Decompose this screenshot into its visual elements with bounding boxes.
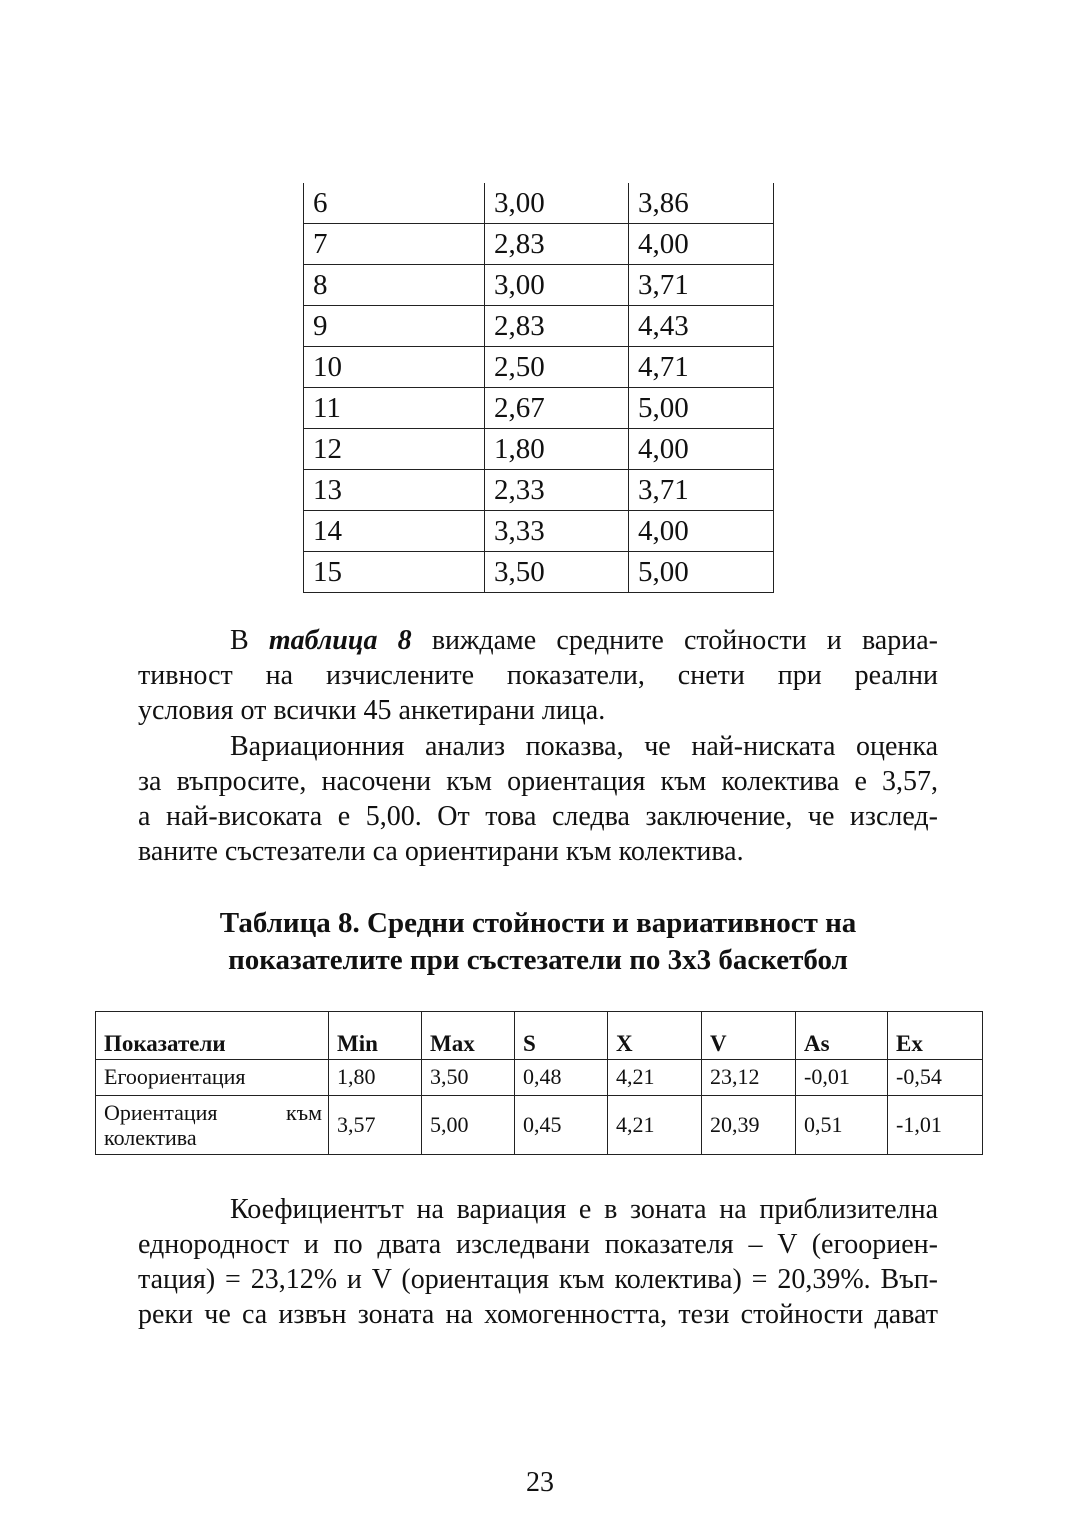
value-ex: -1,01	[888, 1096, 983, 1155]
value-v: 20,39	[702, 1096, 796, 1155]
value-s: 0,48	[515, 1060, 608, 1096]
ego-score: 3,33	[485, 511, 629, 552]
paragraph-table8-intro	[138, 623, 938, 728]
table-row	[304, 183, 774, 224]
paragraph-line: Коефициентът на вариация е в зоната на приблизителна	[230, 1194, 938, 1225]
table-row	[96, 1060, 983, 1096]
row-number: 10	[304, 347, 485, 388]
value-as: 0,51	[796, 1096, 888, 1155]
indicator-name-part: Ориентация	[104, 1100, 218, 1125]
value-x: 4,21	[608, 1096, 702, 1155]
team-score: 4,71	[629, 347, 774, 388]
ego-score: 1,80	[485, 429, 629, 470]
value-ex: -0,54	[888, 1060, 983, 1096]
table-row	[304, 306, 774, 347]
row-number: 9	[304, 306, 485, 347]
paragraph-variation-analysis	[138, 729, 938, 869]
header-s: S	[515, 1012, 608, 1060]
value-max: 5,00	[422, 1096, 515, 1155]
ego-score: 2,50	[485, 347, 629, 388]
table8-caption	[138, 905, 938, 979]
page-number: 23	[526, 1467, 554, 1498]
table-row	[304, 470, 774, 511]
ego-score: 3,50	[485, 552, 629, 593]
ego-score: 2,67	[485, 388, 629, 429]
team-score: 3,86	[629, 183, 774, 224]
paragraph-line: тация) = 23,12% и V (ориентация към колектива) = 20,39%. Въп-	[138, 1264, 938, 1295]
table-row	[96, 1096, 983, 1155]
ego-score: 2,83	[485, 224, 629, 265]
value-max: 3,50	[422, 1060, 515, 1096]
row-number: 15	[304, 552, 485, 593]
paragraph-line: условия от всички 45 анкетирани лица.	[138, 695, 606, 726]
header-ex: Ex	[888, 1012, 983, 1060]
indicator-name: Егоориентация	[96, 1060, 329, 1096]
paragraph-line: а най-високата е 5,00. От това следва заключение, че изслед-	[138, 801, 938, 832]
paragraph-line: тивност на изчислените показатели, снети при реални	[138, 660, 938, 691]
caption-line: Таблица 8. Средни стойности и вариативност на	[219, 907, 857, 939]
value-as: -0,01	[796, 1060, 888, 1096]
team-score: 4,43	[629, 306, 774, 347]
paragraph-line	[138, 623, 938, 658]
table-row	[304, 265, 774, 306]
ego-score: 2,33	[485, 470, 629, 511]
paragraph-coefficient	[138, 1192, 938, 1332]
row-number: 14	[304, 511, 485, 552]
team-score: 3,71	[629, 265, 774, 306]
indicator-name-part: колектива	[104, 1125, 197, 1150]
table-header-row	[96, 1012, 983, 1060]
header-as: As	[796, 1012, 888, 1060]
table8-statistics	[95, 1011, 983, 1155]
row-number: 8	[304, 265, 485, 306]
paragraph-line: реки че са извън зоната на хомогенността, тези стойности дават	[138, 1299, 938, 1330]
table-row	[304, 511, 774, 552]
team-score: 4,00	[629, 429, 774, 470]
indicator-name	[96, 1096, 329, 1155]
header-min: Min	[329, 1012, 422, 1060]
row-number: 6	[304, 183, 485, 224]
table-row	[304, 429, 774, 470]
row-number: 11	[304, 388, 485, 429]
table-reference: таблица 8	[268, 625, 412, 656]
table-row	[304, 388, 774, 429]
paragraph-line: Вариационния анализ показва, че най-ниската оценка	[230, 731, 938, 762]
table-row	[304, 347, 774, 388]
team-score: 3,71	[629, 470, 774, 511]
ego-score: 3,00	[485, 183, 629, 224]
header-indicators: Показатели	[96, 1012, 329, 1060]
value-s: 0,45	[515, 1096, 608, 1155]
header-v: V	[702, 1012, 796, 1060]
team-score: 5,00	[629, 388, 774, 429]
paragraph-line: за въпросите, насочени към ориентация към колектива е 3,57,	[138, 766, 938, 797]
table-row	[304, 224, 774, 265]
score-table	[303, 183, 774, 593]
row-number: 7	[304, 224, 485, 265]
value-min: 1,80	[329, 1060, 422, 1096]
team-score: 5,00	[629, 552, 774, 593]
header-x: X	[608, 1012, 702, 1060]
value-min: 3,57	[329, 1096, 422, 1155]
table-row	[304, 552, 774, 593]
row-number: 12	[304, 429, 485, 470]
header-max: Max	[422, 1012, 515, 1060]
value-v: 23,12	[702, 1060, 796, 1096]
team-score: 4,00	[629, 511, 774, 552]
text-fragment: В	[230, 625, 269, 656]
caption-line: показателите при състезатели по 3х3 баскетбол	[228, 944, 848, 976]
text-fragment: виждаме средните стойности и вариа-	[411, 625, 938, 656]
value-x: 4,21	[608, 1060, 702, 1096]
row-number: 13	[304, 470, 485, 511]
ego-score: 2,83	[485, 306, 629, 347]
team-score: 4,00	[629, 224, 774, 265]
ego-score: 3,00	[485, 265, 629, 306]
indicator-name-part: към	[286, 1100, 322, 1125]
paragraph-line: ваните състезатели са ориентирани към колектива.	[138, 836, 744, 867]
paragraph-line: еднородност и по двата изследвани показателя – V (егоориен-	[138, 1229, 938, 1260]
